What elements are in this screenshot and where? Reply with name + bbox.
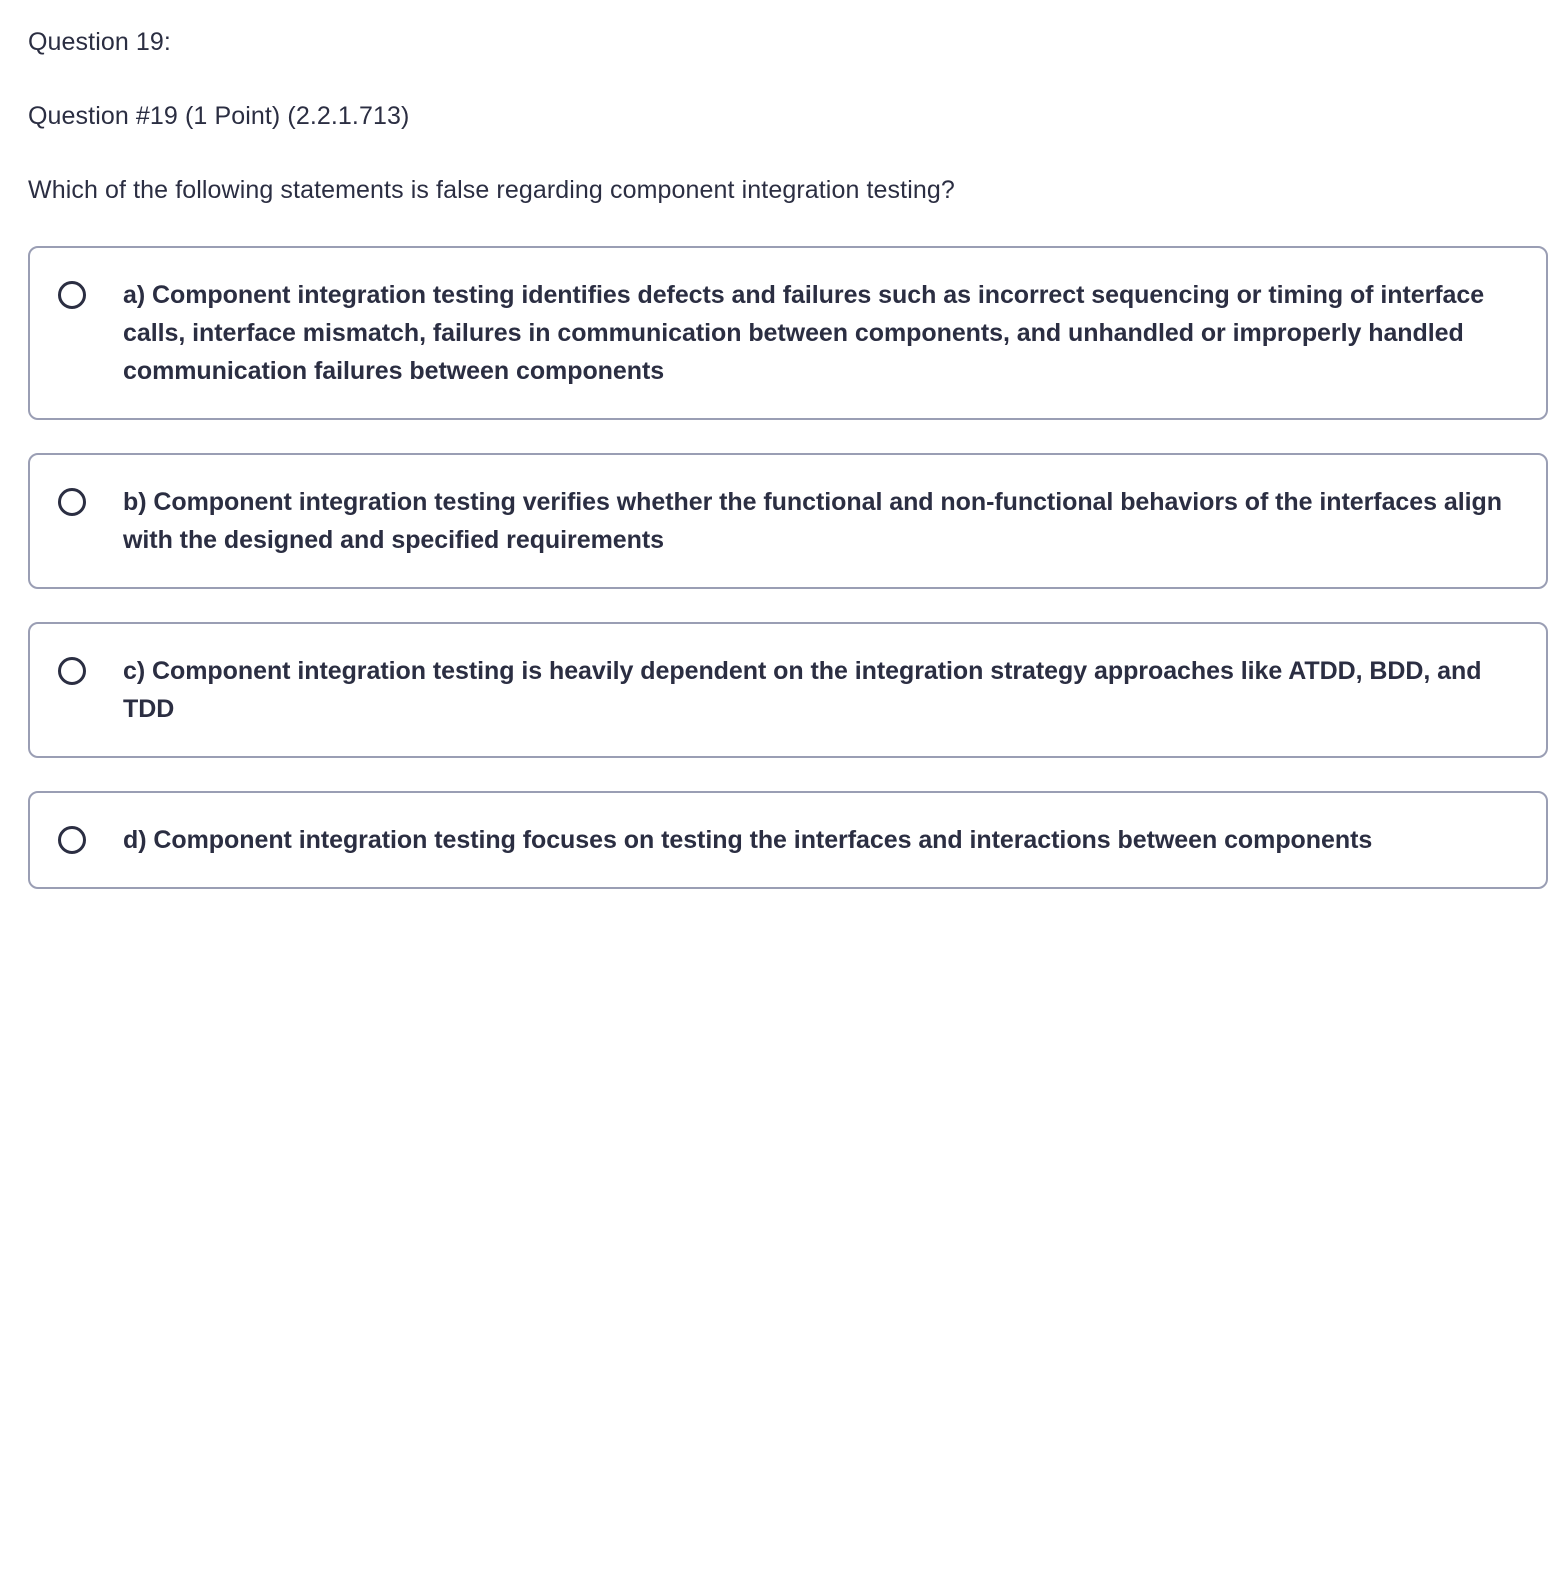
question-prompt: Which of the following statements is false regarding component integration testing? (28, 175, 955, 204)
radio-button-icon-a[interactable] (58, 281, 86, 309)
answer-option-b-label: b) Component integration testing verifies whether the functional and non-functional behaviors of the interfaces align with the designed and specified requirements (123, 488, 1502, 555)
answer-option-d[interactable] (28, 791, 1548, 889)
question-header (0, 0, 1568, 207)
question-number-label: Question 19: (28, 28, 171, 56)
radio-button-icon-c[interactable] (58, 657, 86, 685)
radio-button-icon-b[interactable] (58, 488, 86, 516)
answer-options-list (0, 246, 1568, 889)
question-meta-line: Question #19 (1 Point) (2.2.1.713) (28, 101, 410, 130)
answer-option-c-label: c) Component integration testing is heavily dependent on the integration strategy approaches like ATDD, BDD, and TDD (123, 657, 1482, 724)
answer-option-a-label: a) Component integration testing identifies defects and failures such as incorrect sequencing or timing of interface calls, interface mismatch, failures in communication between components, and unhandled or improperly handled communication failures between components (123, 281, 1485, 386)
answer-option-a[interactable] (28, 246, 1548, 420)
answer-option-c[interactable] (28, 622, 1548, 758)
answer-option-d-label: d) Component integration testing focuses on testing the interfaces and interactions between components (123, 826, 1373, 855)
radio-button-icon-d[interactable] (58, 826, 86, 854)
answer-option-b[interactable] (28, 453, 1548, 589)
